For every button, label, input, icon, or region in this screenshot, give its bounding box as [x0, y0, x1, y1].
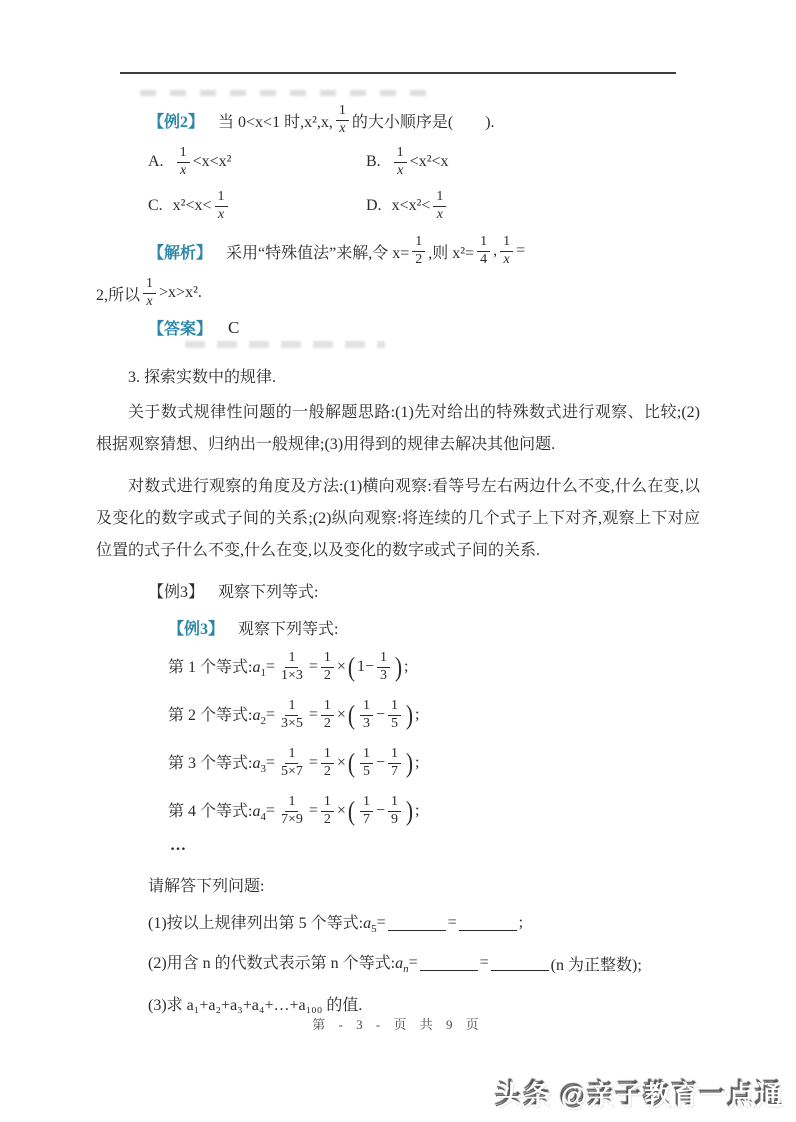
answer-blank[interactable]	[420, 955, 478, 971]
fraction-one-half: $\frac{1}{2}$	[321, 746, 334, 779]
fraction-1-over-x: $\frac{1}{x}$	[500, 234, 513, 267]
answer-line	[148, 316, 796, 339]
times-sign: ×	[336, 706, 346, 723]
analysis-text-1: 采用“特殊值法”来解,令 x=	[226, 244, 410, 262]
ellipsis: …	[170, 837, 188, 854]
fraction-1-over-x: $\frac{1}{x}$	[215, 189, 228, 222]
term-a: a	[363, 915, 372, 933]
section3-paragraph-2: 对数式进行观察的角度及方法:(1)横向观察:看等号左右两边什么不变,什么在变,以及变化的数字或式子间的关系;(2)纵向观察:将连续的几个式子上下对齐,观察上下对应位置的式子什么不变,什么在变,以及变化的数字或式子间的关系.	[96, 478, 700, 559]
open-paren: (	[347, 651, 356, 682]
analysis-line2-pre: 2,所以	[96, 286, 141, 304]
option-c-pre: x²<x<	[172, 197, 212, 214]
question-1	[148, 910, 796, 936]
answer-blank[interactable]	[459, 915, 517, 931]
watermark-toutiao: 头条 @亲子教育一点通	[496, 1081, 784, 1111]
close-paren: )	[405, 747, 414, 778]
open-paren: (	[347, 795, 356, 826]
option-a	[148, 142, 366, 182]
section3-heading: 3. 探索实数中的规律.	[128, 369, 277, 386]
analysis-line-1	[148, 230, 796, 272]
equation-3-label: 第 3 个等式$:a_3$	[168, 755, 266, 776]
question-1-text: (1)按以上规律列出第 5 个等式$:a_5$	[148, 915, 377, 936]
equals-sign: =	[408, 954, 418, 971]
semicolon: ;	[518, 914, 524, 931]
fraction-one-half: $\frac{1}{2}$	[321, 650, 334, 683]
example3-text: 观察下列等式:	[238, 621, 339, 638]
times-sign: ×	[336, 802, 346, 819]
semicolon: ;	[403, 658, 409, 675]
term-one: 1	[356, 658, 365, 675]
analysis-text-3: ,	[493, 242, 498, 259]
fraction-product: $\frac{1}{3\times 5}$	[280, 698, 303, 731]
analysis-text-4: =	[516, 242, 526, 259]
term-a: a	[395, 955, 404, 973]
option-a-post: <x<x²	[192, 153, 232, 170]
answer-value: C	[228, 317, 240, 337]
option-d-pre: x<x²<	[391, 197, 431, 214]
fraction-1-over-x: $\frac{1}{x}$	[143, 276, 156, 309]
equals-sign: =	[308, 658, 318, 675]
equals-sign: =	[308, 706, 318, 723]
equals-sign: =	[265, 802, 275, 819]
close-paren: )	[405, 699, 414, 730]
fraction-product: $\frac{1}{5\times 7}$	[280, 746, 303, 779]
example3-colored-line	[168, 616, 796, 639]
question-2	[148, 950, 796, 976]
option-a-key: A.	[148, 153, 164, 170]
equals-sign: =	[447, 914, 457, 931]
minus-sign: −	[375, 706, 385, 723]
option-c	[148, 186, 366, 226]
fraction-term: $\frac{1}{3}$	[360, 698, 373, 731]
option-b-post: <x²<x	[409, 153, 449, 170]
equals-sign: =	[265, 754, 275, 771]
equals-sign: =	[479, 954, 489, 971]
analysis-line2-post: >x>x².	[159, 284, 202, 301]
answer-label: 【答案】	[148, 321, 213, 338]
times-sign: ×	[336, 754, 346, 771]
option-c-key: C.	[148, 197, 163, 214]
option-d-key: D.	[366, 197, 382, 214]
equation-row-2	[168, 695, 796, 735]
option-b	[366, 142, 796, 182]
section3-paragraph-1: 关于数式规律性问题的一般解题思路:(1)先对给出的特殊数式进行观察、比较;(2)根据观察猜想、归纳出一般规律;(3)用得到的规律去解决其他问题.	[96, 404, 700, 453]
erased-text-artifact-mid	[185, 341, 385, 348]
example2-label: 【例2】	[148, 113, 205, 131]
equation-4-label: 第 4 个等式$:a_4$	[168, 803, 266, 824]
example2-question	[148, 100, 796, 140]
open-paren: (	[347, 699, 356, 730]
times-sign: ×	[336, 658, 346, 675]
fraction-1-over-4: $\frac{1}{4}$	[477, 234, 490, 267]
semicolon: ;	[414, 754, 420, 771]
fraction-1-over-x: $\frac{1}{x}$	[433, 189, 446, 222]
term-a-subscript: 3	[260, 763, 266, 776]
fraction-term: $\frac{1}{5}$	[360, 746, 373, 779]
fraction-term: $\frac{1}{9}$	[388, 794, 401, 827]
question-2-note: (n 为正整数);	[550, 956, 642, 974]
equals-sign: =	[308, 754, 318, 771]
example2-question-pre: 当 0<x<1 时,x²,x,	[218, 113, 333, 131]
minus-sign: −	[375, 754, 385, 771]
term-a-subscript: 4	[260, 811, 266, 824]
analysis-label: 【解析】	[148, 244, 213, 262]
example3-label: 【例3】	[168, 621, 225, 638]
equation-row-3	[168, 743, 796, 783]
option-b-key: B.	[366, 153, 381, 170]
question-3	[148, 990, 796, 1016]
term-a-subscript: 1	[260, 667, 266, 680]
term-a-subscript: 2	[260, 715, 266, 728]
question-3-text: (3)求 a₁+a₂+a₃+a₄+…+a₁₀₀ 的值.	[148, 996, 363, 1014]
semicolon: ;	[414, 706, 420, 723]
example3-plain-text: 观察下列等式:	[218, 584, 319, 601]
term-a: a	[252, 659, 261, 677]
fraction-one-half: $\frac{1}{2}$	[321, 794, 334, 827]
answer-blank[interactable]	[388, 915, 446, 931]
fraction-1-over-2: $\frac{1}{2}$	[412, 234, 425, 267]
example2-options	[148, 142, 796, 226]
close-paren: )	[405, 795, 414, 826]
equation-row-1	[168, 647, 796, 687]
fraction-term: $\frac{1}{7}$	[388, 746, 401, 779]
fraction-product: $\frac{1}{7\times 9}$	[280, 794, 303, 827]
equals-sign: =	[265, 658, 275, 675]
example3-plain-line	[148, 579, 796, 602]
term-a: a	[252, 755, 261, 773]
questions-intro: 请解答下列问题:	[148, 878, 265, 895]
fraction-1-over-x: $\frac{1}{x}$	[177, 145, 190, 178]
analysis-text-2: ,则 x²=	[428, 244, 475, 262]
term-a-subscript: 5	[371, 923, 377, 936]
question-2-text: (2)用含 n 的代数式表示第 n 个等式$:a_n$	[148, 955, 409, 976]
fraction-product: $\frac{1}{1\times 3}$	[280, 650, 303, 683]
example2-question-post: 的大小顺序是( ).	[351, 113, 495, 131]
page-number-footer: 第 - 3 - 页 共 9 页	[312, 1017, 484, 1032]
equation-2-label: 第 2 个等式$:a_2$	[168, 707, 266, 728]
erased-text-artifact-top	[140, 90, 430, 96]
example3-plain-label: 【例3】	[148, 584, 205, 601]
semicolon: ;	[414, 802, 420, 819]
fraction-term: $\frac{1}{3}$	[377, 650, 390, 683]
fraction-1-over-x: $\frac{1}{x}$	[336, 103, 349, 136]
top-rule	[120, 72, 676, 74]
equals-sign: =	[376, 914, 386, 931]
equation-row-4	[168, 791, 796, 831]
term-a: a	[252, 803, 261, 821]
minus-sign: −	[364, 658, 374, 675]
equation-1-label: 第 1 个等式$:a_1$	[168, 659, 266, 680]
minus-sign: −	[375, 802, 385, 819]
analysis-line-2	[96, 272, 796, 314]
fraction-term: $\frac{1}{7}$	[360, 794, 373, 827]
open-paren: (	[347, 747, 356, 778]
answer-blank[interactable]	[491, 955, 549, 971]
close-paren: )	[394, 651, 403, 682]
fraction-1-over-x: $\frac{1}{x}$	[394, 145, 407, 178]
equals-sign: =	[265, 706, 275, 723]
equals-sign: =	[308, 802, 318, 819]
option-d	[366, 186, 796, 226]
term-a: a	[252, 707, 261, 725]
fraction-term: $\frac{1}{5}$	[388, 698, 401, 731]
term-a-subscript: n	[403, 963, 409, 976]
fraction-one-half: $\frac{1}{2}$	[321, 698, 334, 731]
